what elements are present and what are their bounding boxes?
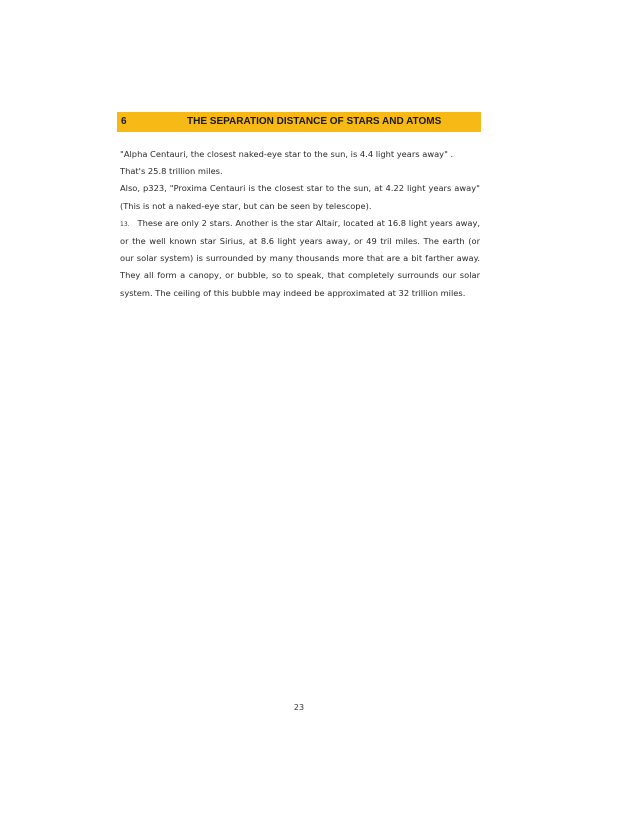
paragraph-proxima-centauri: Also, p323, "Proxima Centauri is the closest star to the sun, at 4.22 light years away" (This is not a naked-eye star, but can be seen by telescope). bbox=[120, 183, 480, 211]
paragraph-13 bbox=[120, 215, 480, 302]
body-text bbox=[120, 146, 480, 302]
paragraph-13-text: These are only 2 stars. Another is the star Altair, located at 16.8 light years away, or the well known star Sirius, at 8.6 light years away, or 49 tril miles. The earth (or our solar system) is surrounded by many thousands more that are a bit farther away. They all form a canopy, or bubble, so to speak, that completely surrounds our solar system. The ceiling of this bubble may indeed be approximated at 32 trillion miles. bbox=[120, 217, 480, 298]
paragraph-alpha-centauri: "Alpha Centauri, the closest naked-eye star to the sun, is 4.4 light years away" . bbox=[120, 149, 454, 159]
paragraph-trillion-miles: That's 25.8 trillion miles. bbox=[120, 166, 223, 177]
chapter-title: THE SEPARATION DISTANCE OF STARS AND ATOMS bbox=[187, 116, 442, 127]
chapter-header-bar bbox=[117, 112, 481, 132]
paragraph-number: 13. bbox=[120, 220, 130, 228]
chapter-number: 6 bbox=[121, 116, 127, 127]
page-number: 23 bbox=[293, 703, 305, 712]
